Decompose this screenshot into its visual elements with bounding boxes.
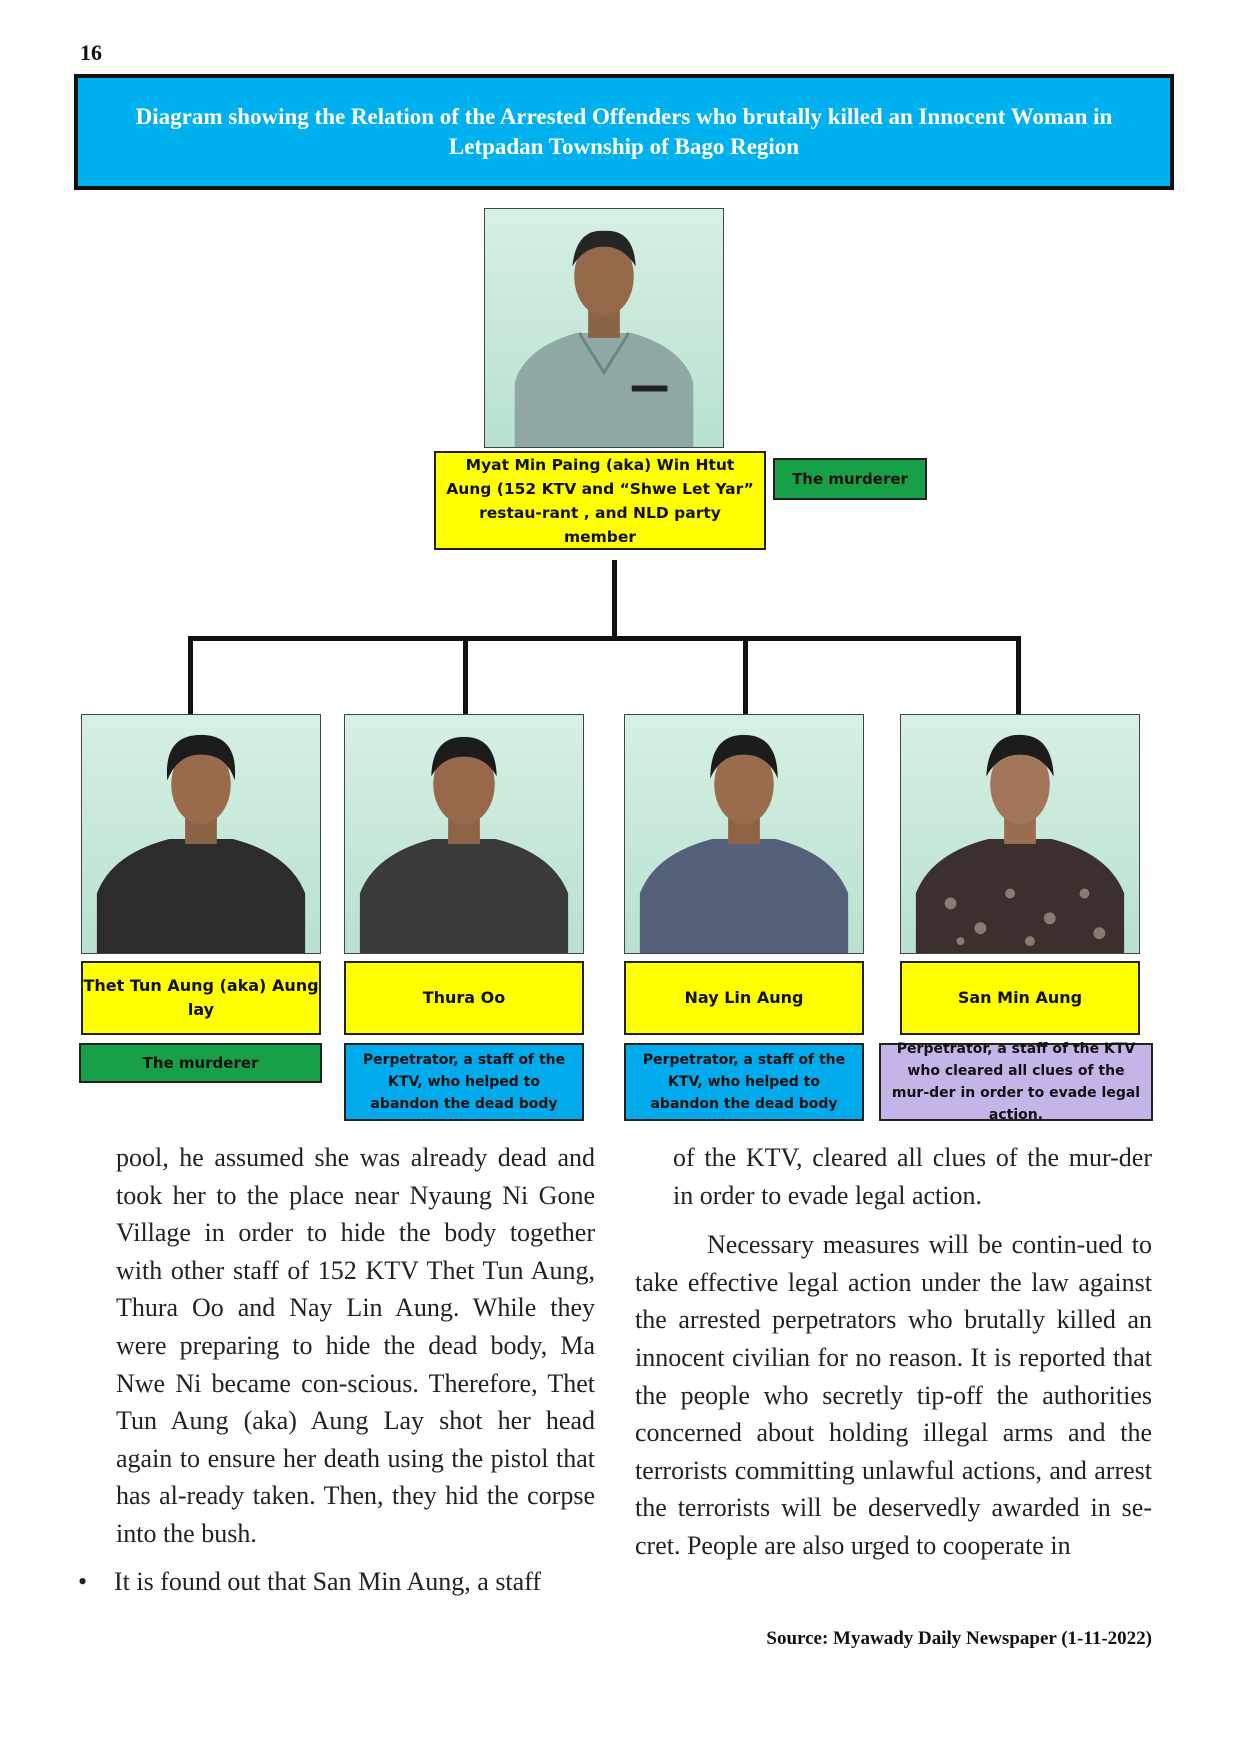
photo-thura-oo	[344, 714, 584, 954]
right-paragraph-1: of the KTV, cleared all clues of the mur-der in order to evade legal action.	[673, 1143, 1152, 1210]
right-column	[635, 1139, 1152, 1565]
photo-thet-tun-aung	[81, 714, 321, 954]
connector-trunk	[612, 560, 617, 636]
diagram-title: Diagram showing the Relation of the Arrested Offenders who brutally killed an Innocent Woman in Letpadan Township of Bago Region	[74, 74, 1174, 190]
offender-name-3: Nay Lin Aung	[624, 961, 864, 1035]
offender-role-1: The murderer	[79, 1043, 322, 1083]
bullet-symbol: •	[78, 1566, 88, 1596]
top-suspect-name: Myat Min Paing (aka) Win Htut Aung (152 KTV and “Shwe Let Yar” restau-rant , and NLD party member	[434, 451, 766, 550]
connector-branch-1	[188, 636, 193, 714]
photo-myat-min-paing	[484, 208, 724, 448]
source-credit: Source: Myawady Daily Newspaper (1-11-2022)	[766, 1628, 1152, 1649]
connector-bar	[188, 636, 1021, 641]
page-number: 16	[80, 40, 102, 65]
offender-name-4: San Min Aung	[900, 961, 1140, 1035]
bullet-text: It is found out that San Min Aung, a staff	[114, 1566, 542, 1596]
connector-branch-2	[463, 636, 468, 714]
offender-role-2: Perpetrator, a staff of the KTV, who helped to abandon the dead body	[344, 1043, 584, 1121]
photo-san-min-aung	[900, 714, 1140, 954]
offender-role-3: Perpetrator, a staff of the KTV, who helped to abandon the dead body	[624, 1043, 864, 1121]
photo-nay-lin-aung	[624, 714, 864, 954]
connector-branch-3	[743, 636, 748, 714]
left-column	[78, 1139, 595, 1600]
right-paragraph-2: Necessary measures will be contin-ued to take effective legal action under the law against the arrested perpetrators who brutally killed an innocent civilian for no reason. It is reported that the people who secretly tip-off the authorities concerned about holding illegal arms and the terrorists committing unlawful actions, and arrest the terrorists will be deservedly awarded in se-cret. People are also urged to cooperate in	[635, 1230, 1152, 1560]
top-suspect-role: The murderer	[773, 458, 927, 500]
offender-name-2: Thura Oo	[344, 961, 584, 1035]
connector-branch-4	[1016, 636, 1021, 714]
bullet-item	[78, 1563, 595, 1601]
offender-role-4: Perpetrator, a staff of the KTV who cleared all clues of the mur-der in order to evade legal action.	[879, 1043, 1153, 1121]
offender-name-1: Thet Tun Aung (aka) Aung lay	[81, 961, 321, 1035]
left-paragraph: pool, he assumed she was already dead and took her to the place near Nyaung Ni Gone Village in order to hide the body together with other staff of 152 KTV Thet Tun Aung, Thura Oo and Nay Lin Aung. While they were preparing to hide the dead body, Ma Nwe Ni became con-scious. Therefore, Thet Tun Aung (aka) Aung Lay shot her head again to ensure her death using the pistol that has al-ready taken. Then, they hid the corpse into the bush.	[116, 1143, 595, 1548]
